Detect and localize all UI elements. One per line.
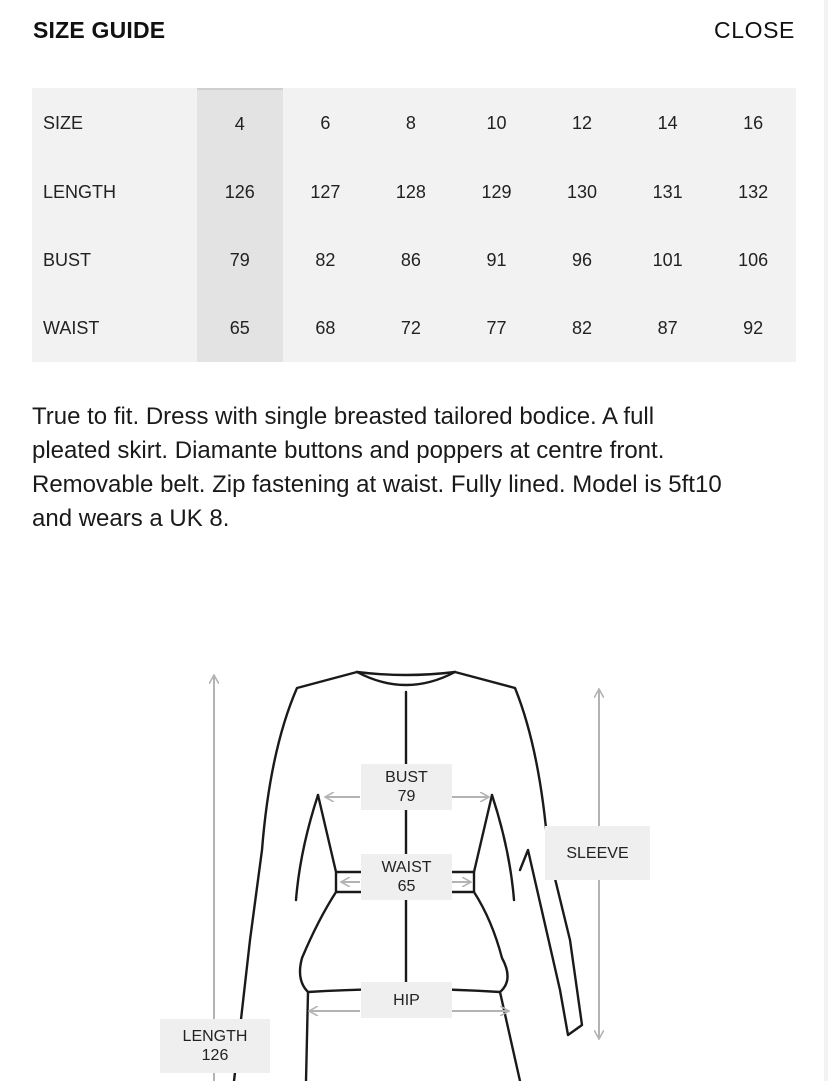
table-cell: 101 — [652, 249, 683, 270]
length-label — [160, 1019, 270, 1073]
size-option[interactable]: 4 — [197, 89, 283, 158]
page-title: SIZE GUIDE — [33, 17, 166, 43]
size-table — [32, 88, 796, 362]
table-row-waist — [32, 294, 796, 362]
waist-label-value: 65 — [397, 878, 416, 895]
hip-label — [361, 982, 452, 1018]
bust-label-text: BUST — [385, 769, 428, 786]
table-cell: 130 — [567, 181, 598, 202]
waist-label-text: WAIST — [381, 859, 432, 876]
row-label: BUST — [43, 249, 92, 270]
table-cell: 72 — [400, 317, 421, 338]
table-cell: 128 — [395, 181, 426, 202]
product-description: True to fit. Dress with single breasted tailored bodice. A full pleated skirt. Diamante buttons and poppers at centre front. Removable belt. Zip fastening at waist. Fully lined. Model is 5ft10 and wears a UK 8. — [32, 403, 722, 532]
table-cell: 127 — [310, 181, 341, 202]
table-cell: 92 — [743, 317, 764, 338]
table-row-size — [32, 89, 796, 158]
sleeve-label-text: SLEEVE — [566, 844, 629, 862]
sleeve-label — [545, 826, 650, 880]
size-option[interactable]: 16 — [743, 113, 764, 133]
waist-label — [361, 854, 452, 900]
table-cell: 91 — [486, 249, 507, 270]
header — [0, 0, 828, 62]
size-option[interactable]: 12 — [572, 113, 593, 133]
row-label: WAIST — [43, 317, 100, 338]
size-option[interactable]: 10 — [486, 113, 507, 133]
table-cell: 86 — [400, 249, 421, 270]
table-cell: 77 — [486, 317, 507, 338]
table-cell: 106 — [738, 249, 769, 270]
table-cell: 132 — [738, 181, 769, 202]
bust-label-value: 79 — [397, 788, 416, 805]
table-cell: 129 — [481, 181, 512, 202]
table-row-bust — [32, 226, 796, 294]
measurement-diagram — [0, 640, 828, 1081]
size-option[interactable]: 14 — [657, 113, 678, 133]
table-cell: 65 — [197, 294, 283, 362]
table-cell: 68 — [315, 317, 336, 338]
bust-label — [361, 764, 452, 810]
table-cell: 82 — [572, 317, 593, 338]
table-cell: 82 — [315, 249, 336, 270]
row-label: SIZE — [43, 113, 84, 133]
table-cell: 96 — [572, 249, 593, 270]
table-cell: 87 — [657, 317, 678, 338]
table-cell: 126 — [197, 158, 283, 226]
table-cell: 131 — [652, 181, 683, 202]
hip-label-text: HIP — [393, 991, 420, 1009]
length-label-text: LENGTH — [182, 1028, 248, 1045]
row-label: LENGTH — [43, 181, 117, 202]
size-option[interactable]: 8 — [405, 113, 416, 133]
close-button[interactable]: CLOSE — [714, 17, 795, 43]
table-row-length — [32, 158, 796, 226]
size-option[interactable]: 6 — [320, 113, 331, 133]
table-cell: 79 — [197, 226, 283, 294]
length-label-value: 126 — [201, 1047, 229, 1064]
